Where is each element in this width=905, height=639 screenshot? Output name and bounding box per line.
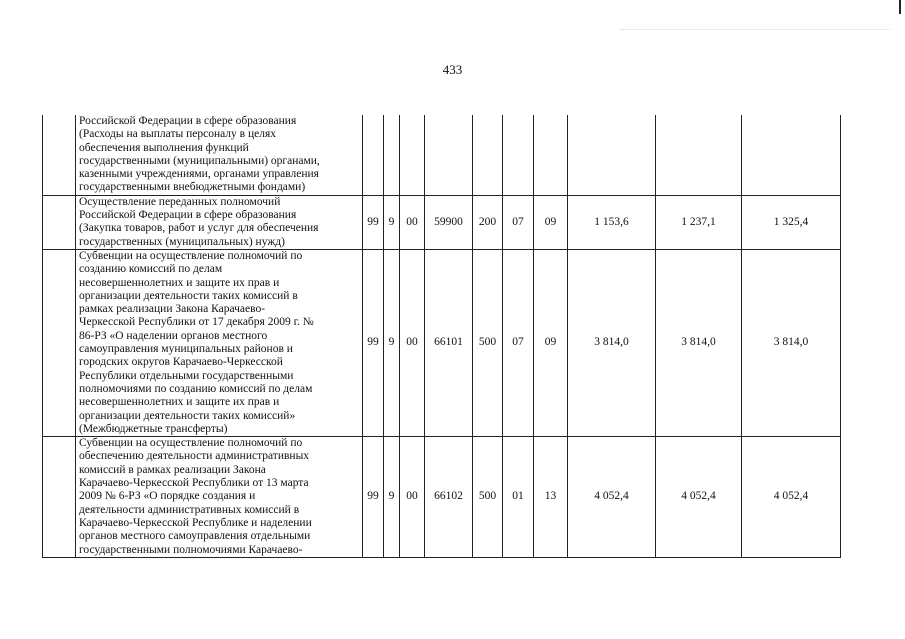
subprogram-cell: 9 — [384, 437, 400, 558]
description-line: самоуправления муниципальных районов и — [79, 343, 293, 356]
row-index-cell — [43, 437, 76, 558]
amount-3-cell: 4 052,4 — [742, 437, 841, 558]
description-cell — [76, 115, 363, 195]
amount-1-cell: 3 814,0 — [568, 249, 656, 436]
description-line: созданию комиссий по делам — [79, 263, 223, 276]
direction-cell: 00 — [400, 437, 425, 558]
description-line: обеспечению деятельности административных — [79, 450, 310, 463]
description-line: несовершеннолетних и защите их прав и — [79, 276, 280, 289]
table-row — [43, 249, 841, 436]
description-line: деятельности административных комиссий в — [79, 503, 300, 516]
description-line: (Закупка товаров, работ и услуг для обеспечения — [79, 222, 319, 235]
section-cell: 01 — [503, 437, 534, 558]
subsection-cell: 09 — [534, 195, 568, 249]
code-cell — [425, 115, 473, 195]
subprogram-cell — [384, 115, 400, 195]
description-line: Карачаево-Черкесской Республики от 13 марта — [79, 477, 309, 490]
program-cell: 99 — [363, 195, 384, 249]
table-row — [43, 115, 841, 195]
amount-2-cell: 1 237,1 — [656, 195, 742, 249]
amount-3-cell: 1 325,4 — [742, 195, 841, 249]
description-line: казенными учреждениями, органами управления — [79, 168, 319, 181]
code-cell: 66102 — [425, 437, 473, 558]
scan-edge-mark — [899, 0, 901, 14]
description-line: Осуществление переданных полномочий — [79, 195, 281, 208]
amount-1-cell — [568, 115, 656, 195]
expense-type-cell: 500 — [473, 249, 503, 436]
description-line: городских округов Карачаево-Черкесской — [79, 356, 283, 369]
description-line: (Межбюджетные трансферты) — [79, 422, 228, 435]
description-line: Российской Федерации в сфере образования — [79, 209, 297, 222]
direction-cell: 00 — [400, 195, 425, 249]
description-line: организации деятельности таких комиссий» — [79, 409, 296, 422]
amount-1-cell: 4 052,4 — [568, 437, 656, 558]
table-row — [43, 195, 841, 249]
description-cell — [76, 437, 363, 558]
expense-type-cell: 500 — [473, 437, 503, 558]
row-index-cell — [43, 249, 76, 436]
description-line: несовершеннолетних и защите их прав и — [79, 396, 280, 409]
amount-3-cell — [742, 115, 841, 195]
budget-table — [42, 115, 841, 558]
section-cell: 07 — [503, 195, 534, 249]
description-line: государственными внебюджетными фондами) — [79, 181, 306, 194]
description-line: Субвенции на осуществление полномочий по — [79, 249, 303, 262]
description-line: обеспечения выполнения функций — [79, 141, 249, 154]
amount-3-cell: 3 814,0 — [742, 249, 841, 436]
description-line: государственными полномочиями Карачаево- — [79, 543, 303, 556]
amount-2-cell: 3 814,0 — [656, 249, 742, 436]
program-cell: 99 — [363, 249, 384, 436]
description-line: органов местного самоуправления отдельными — [79, 530, 311, 543]
row-index-cell — [43, 195, 76, 249]
description-line: Субвенции на осуществление полномочий по — [79, 437, 303, 450]
section-cell: 07 — [503, 249, 534, 436]
direction-cell: 00 — [400, 249, 425, 436]
amount-1-cell: 1 153,6 — [568, 195, 656, 249]
amount-2-cell: 4 052,4 — [656, 437, 742, 558]
subsection-cell — [534, 115, 568, 195]
description-line: 86-РЗ «О наделении органов местного — [79, 329, 268, 342]
description-line: 2009 № 6-РЗ «О порядке создания и — [79, 490, 256, 503]
description-line: организации деятельности таких комиссий в — [79, 289, 298, 302]
description-line: государственными (муниципальными) органами, — [79, 154, 320, 167]
description-cell — [76, 249, 363, 436]
description-line: Черкесской Республики от 17 декабря 2009 г. № — [79, 316, 314, 329]
description-line: государственных (муниципальных) нужд) — [79, 235, 285, 248]
row-index-cell — [43, 115, 76, 195]
description-line: полномочиями по созданию комиссий по делам — [79, 382, 313, 395]
section-cell — [503, 115, 534, 195]
scan-artifact-dots — [620, 29, 890, 31]
description-line: Российской Федерации в сфере образования — [79, 115, 297, 127]
description-line: (Расходы на выплаты персоналу в целях — [79, 128, 277, 141]
description-line: Карачаево-Черкесской Республике и наделении — [79, 516, 312, 529]
description-cell — [76, 195, 363, 249]
amount-2-cell — [656, 115, 742, 195]
budget-table-body — [43, 115, 841, 557]
subsection-cell: 13 — [534, 437, 568, 558]
code-cell: 59900 — [425, 195, 473, 249]
description-line: Республики отдельными государственными — [79, 369, 294, 382]
program-cell — [363, 115, 384, 195]
page-number: 433 — [442, 62, 463, 77]
table-row — [43, 437, 841, 558]
subprogram-cell: 9 — [384, 195, 400, 249]
subsection-cell: 09 — [534, 249, 568, 436]
expense-type-cell — [473, 115, 503, 195]
direction-cell — [400, 115, 425, 195]
subprogram-cell: 9 — [384, 249, 400, 436]
expense-type-cell: 200 — [473, 195, 503, 249]
code-cell: 66101 — [425, 249, 473, 436]
description-line: рамках реализации Закона Карачаево- — [79, 303, 266, 316]
description-line: комиссий в рамках реализации Закона — [79, 463, 266, 476]
program-cell: 99 — [363, 437, 384, 558]
